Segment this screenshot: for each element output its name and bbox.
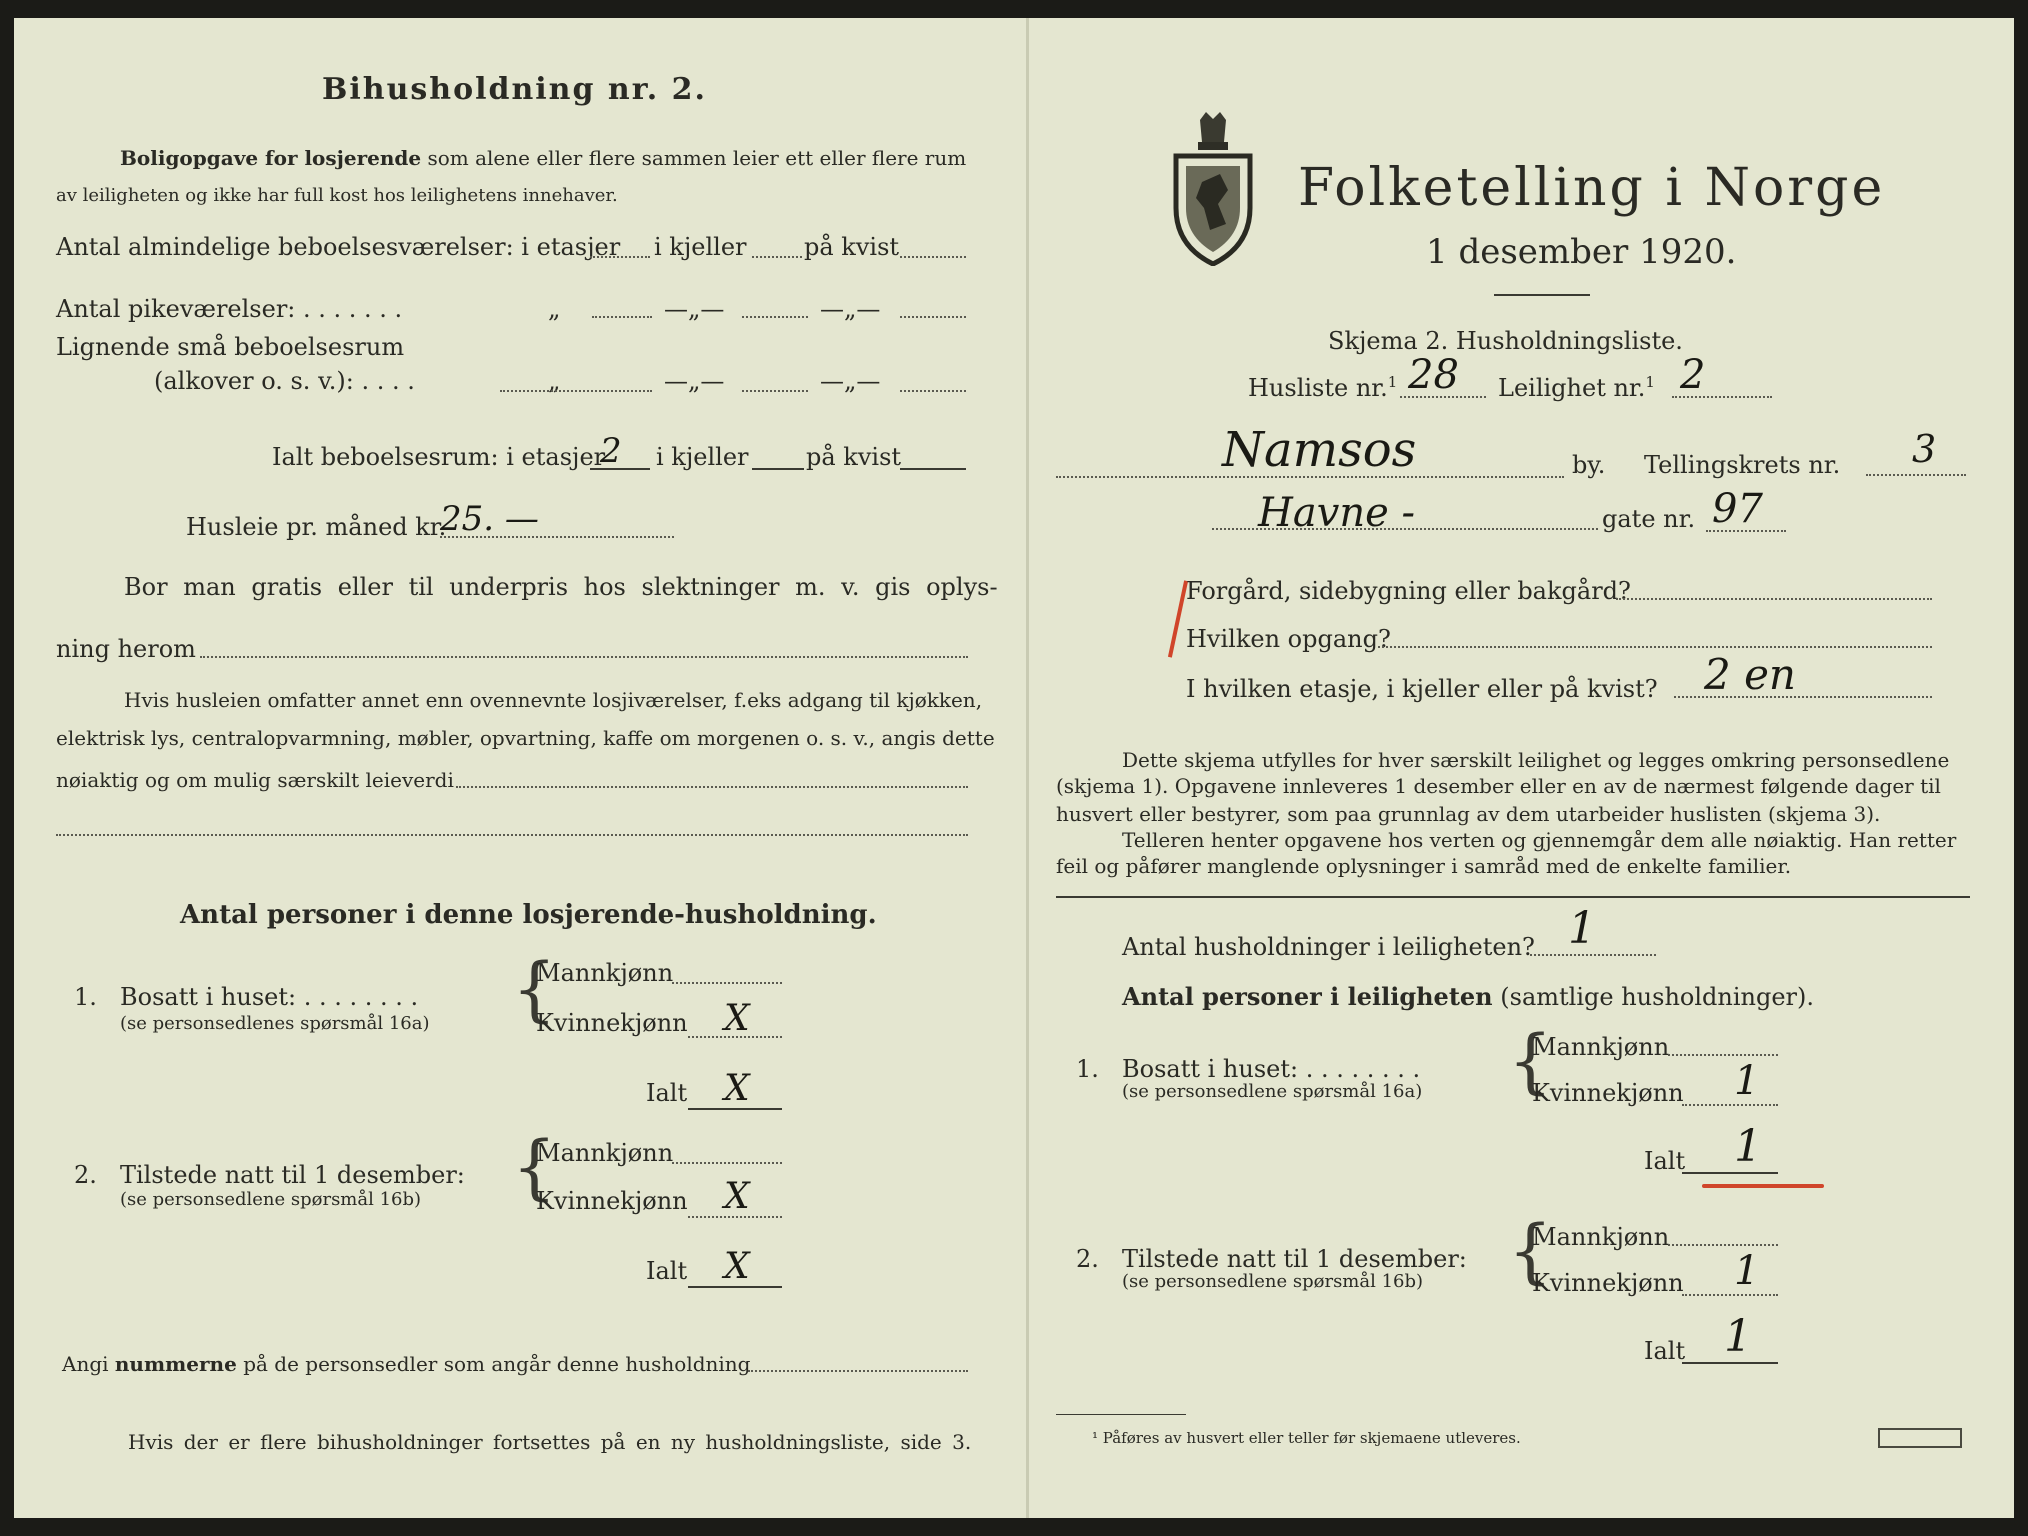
- left-q2-label: Tilstede natt til 1 desember:: [120, 1161, 465, 1189]
- free-text-2: ning herom: [56, 635, 196, 663]
- maid-attic-line[interactable]: [900, 316, 966, 318]
- maid-cellar-line[interactable]: [742, 316, 808, 318]
- free-text-line[interactable]: [200, 656, 968, 658]
- red-pencil-underline: [1702, 1184, 1824, 1188]
- total-attic-line[interactable]: [900, 468, 966, 470]
- town-line[interactable]: [1056, 476, 1564, 478]
- apartment-line[interactable]: [1672, 396, 1772, 398]
- left-q1-male-label: Mannkjønn: [536, 959, 674, 987]
- rent-value: 25. —: [440, 499, 539, 539]
- right-q2-female-line[interactable]: [1682, 1294, 1778, 1296]
- numbers-line[interactable]: [748, 1370, 968, 1372]
- apartment-sup: 1: [1645, 373, 1655, 391]
- left-q2-total-label: Ialt: [646, 1257, 688, 1285]
- left-q1-total-line[interactable]: [688, 1108, 782, 1110]
- intro-rest: som alene eller flere sammen leier ett eller flere rum: [427, 146, 967, 170]
- small-ditto-1: „: [548, 367, 561, 395]
- households-line[interactable]: [1530, 954, 1656, 956]
- left-q2-female-line[interactable]: [688, 1216, 782, 1218]
- right-q1-total-label: Ialt: [1644, 1147, 1686, 1175]
- street-value: Havne -: [1258, 490, 1415, 536]
- district-line[interactable]: [1866, 474, 1966, 476]
- page-fold: [1026, 18, 1029, 1518]
- rooms-cellar: i kjeller: [654, 233, 747, 261]
- left-q2-female-label: Kvinnekjønn: [536, 1187, 688, 1215]
- house-list-sup: 1: [1387, 373, 1398, 391]
- left-q1-female-value: X: [724, 998, 750, 1039]
- right-q1-ref: (se personsedlene spørsmål 16a): [1122, 1081, 1423, 1102]
- maid-ditto-2: —„—: [664, 295, 725, 323]
- q-yard-line[interactable]: [1616, 598, 1932, 600]
- right-date: 1 desember 1920.: [1426, 232, 1737, 272]
- right-q2-brace: {: [1508, 1210, 1553, 1292]
- left-persons-heading: Antal personer i denne losjerende-husholdning.: [180, 900, 877, 930]
- info-2: (skjema 1). Opgavene innleveres 1 desember eller en av de nærmest følgende dager til: [1056, 774, 1941, 798]
- right-persons-heading-bold: Antal personer i leiligheten: [1122, 982, 1493, 1011]
- total-rooms-value: 2: [600, 431, 622, 471]
- right-q1-label: Bosatt i huset: . . . . . . . .: [1122, 1055, 1421, 1083]
- right-title: Folketelling i Norge: [1298, 158, 1886, 218]
- apartment-label: Leilighet nr.: [1498, 374, 1646, 402]
- right-q1-female-line[interactable]: [1682, 1104, 1778, 1106]
- apartment-value: 2: [1680, 352, 1706, 398]
- rooms-cellar-line[interactable]: [752, 256, 802, 258]
- house-list-label: Husliste nr.: [1248, 374, 1388, 402]
- extras-line-2[interactable]: [56, 834, 968, 836]
- left-q1-total-value: X: [724, 1068, 750, 1109]
- right-q1-num: 1.: [1076, 1055, 1099, 1083]
- info-rule: [1056, 896, 1970, 898]
- left-q1-brace: {: [512, 948, 557, 1030]
- district-label: Tellingskrets nr.: [1644, 451, 1841, 479]
- right-q2-label: Tilstede natt til 1 desember:: [1122, 1245, 1467, 1273]
- left-q1-female-label: Kvinnekjønn: [536, 1009, 688, 1037]
- extras-3: nøiaktig og om mulig særskilt leieverdi: [56, 768, 454, 792]
- q-entrance: Hvilken opgang?: [1186, 625, 1391, 653]
- total-etasjer-line[interactable]: [590, 468, 650, 470]
- street-line[interactable]: [1212, 528, 1598, 530]
- right-q1-male-line[interactable]: [1668, 1054, 1778, 1056]
- left-q2-female-value: X: [724, 1176, 750, 1217]
- right-q1-brace: {: [1508, 1020, 1553, 1102]
- free-text-1: Bor man gratis eller til underpris hos slektninger m. v. gis oplys-: [124, 573, 998, 601]
- intro-line2: av leiligheten og ikke har full kost hos leilighetens innehaver.: [56, 185, 618, 206]
- right-q2-total-value: 1: [1724, 1311, 1752, 1362]
- title-rule: [1494, 294, 1590, 296]
- right-q2-total-label: Ialt: [1644, 1337, 1686, 1365]
- rooms-attic: på kvist: [804, 233, 900, 261]
- q-floor: I hvilken etasje, i kjeller eller på kvist?: [1186, 675, 1658, 703]
- right-persons-heading-rest: (samtlige husholdninger).: [1500, 983, 1815, 1011]
- house-list-line[interactable]: [1400, 396, 1486, 398]
- left-q2-total-line[interactable]: [688, 1286, 782, 1288]
- right-footnote: ¹ Påføres av husvert eller teller før skjemaene utleveres.: [1092, 1429, 1521, 1447]
- right-q2-male-line[interactable]: [1668, 1244, 1778, 1246]
- left-q1-total-label: Ialt: [646, 1079, 688, 1107]
- maid-ditto-1: „: [548, 295, 561, 323]
- rooms-label: Antal almindelige beboelsesværelser: i etasjer: [56, 233, 621, 261]
- right-q2-num: 2.: [1076, 1245, 1099, 1273]
- rooms-attic-line[interactable]: [900, 256, 966, 258]
- left-title: Bihusholdning nr. 2.: [322, 72, 707, 107]
- printer-stamp: [1878, 1428, 1962, 1448]
- right-q1-male-label: Mannkjønn: [1532, 1033, 1670, 1061]
- town-value: Namsos: [1222, 422, 1417, 478]
- small-cellar-line[interactable]: [742, 390, 808, 392]
- street-number-value: 97: [1712, 486, 1763, 532]
- schema-label: Skjema 2. Husholdningsliste.: [1328, 327, 1683, 355]
- small-etasjer-line[interactable]: [500, 390, 652, 392]
- q-floor-line[interactable]: [1674, 696, 1932, 698]
- q-entrance-line[interactable]: [1378, 646, 1932, 648]
- town-suffix: by.: [1572, 451, 1606, 479]
- rent-line[interactable]: [440, 536, 674, 538]
- district-value: 3: [1912, 427, 1937, 471]
- left-q2-male-label: Mannkjønn: [536, 1139, 674, 1167]
- street-label: gate nr.: [1602, 505, 1696, 533]
- small-attic-line[interactable]: [900, 390, 966, 392]
- numbers-pre: Angi: [62, 1352, 109, 1376]
- rent-label: Husleie pr. måned kr.: [186, 513, 447, 541]
- total-rooms-label: Ialt beboelsesrum: i etasjer: [272, 443, 606, 471]
- right-q1-female-label: Kvinnekjønn: [1532, 1079, 1684, 1107]
- right-q2-female-label: Kvinnekjønn: [1532, 1269, 1684, 1297]
- households-label: Antal husholdninger i leiligheten?: [1122, 933, 1535, 961]
- right-q2-total-line[interactable]: [1682, 1362, 1778, 1364]
- street-number-line[interactable]: [1706, 530, 1786, 532]
- rooms-etasjer-line[interactable]: [590, 256, 650, 258]
- left-q1-male-line[interactable]: [672, 982, 782, 984]
- left-q2-total-value: X: [724, 1246, 750, 1287]
- small-rooms-label-1: Lignende små beboelsesrum: [56, 333, 405, 361]
- small-ditto-3: —„—: [820, 367, 881, 395]
- info-1: Dette skjema utfylles for hver særskilt leilighet og legges omkring personsedlene: [1122, 748, 1950, 772]
- left-q1-num: 1.: [74, 983, 97, 1011]
- q-yard: Forgård, sidebygning eller bakgård?: [1186, 577, 1631, 605]
- right-q2-male-label: Mannkjønn: [1532, 1223, 1670, 1251]
- floor-value: 2 en: [1704, 650, 1796, 699]
- maid-etasjer-line[interactable]: [592, 316, 652, 318]
- total-cellar: i kjeller: [656, 443, 749, 471]
- right-q1-total-value: 1: [1734, 1121, 1762, 1172]
- coat-of-arms-icon: [1168, 112, 1258, 266]
- footnote-rule: [1056, 1414, 1186, 1415]
- small-ditto-2: —„—: [664, 367, 725, 395]
- households-value: 1: [1568, 903, 1596, 954]
- extras-1: Hvis husleien omfatter annet enn ovennevnte losjiværelser, f.eks adgang til kjøkken,: [124, 688, 983, 712]
- right-q2-female-value: 1: [1734, 1248, 1760, 1294]
- left-q2-ref: (se personsedlene spørsmål 16b): [120, 1189, 422, 1210]
- extras-line-1[interactable]: [456, 786, 968, 788]
- left-q2-brace: {: [512, 1126, 557, 1208]
- left-q1-ref: (se personsedlenes spørsmål 16a): [120, 1013, 430, 1034]
- numbers-bold: nummerne: [114, 1352, 237, 1376]
- total-attic: på kvist: [806, 443, 902, 471]
- total-cellar-line[interactable]: [752, 468, 804, 470]
- maid-ditto-3: —„—: [820, 295, 881, 323]
- right-q1-total-line[interactable]: [1682, 1172, 1778, 1174]
- left-footer: Hvis der er flere bihusholdninger fortsettes på en ny husholdningsliste, side 3.: [128, 1430, 972, 1454]
- intro-bold: Boligopgave for losjerende: [120, 146, 422, 170]
- numbers-post: på de personsedler som angår denne husholdning: [243, 1352, 751, 1376]
- left-q1-label: Bosatt i huset: . . . . . . . .: [120, 983, 419, 1011]
- small-rooms-label-2: (alkover o. s. v.): . . . .: [154, 367, 415, 395]
- left-q2-male-line[interactable]: [672, 1162, 782, 1164]
- right-q1-female-value: 1: [1734, 1058, 1760, 1104]
- info-3: husvert eller bestyrer, som paa grunnlag av dem utarbeider huslisten (skjema 3).: [1056, 802, 1881, 826]
- info-4: Telleren henter opgavene hos verten og gjennemgår dem alle nøiaktig. Han retter: [1122, 828, 1957, 852]
- house-list-value: 28: [1408, 352, 1459, 398]
- left-q2-num: 2.: [74, 1161, 97, 1189]
- info-5: feil og påfører manglende oplysninger i samråd med de enkelte familier.: [1056, 854, 1792, 878]
- left-q1-female-line[interactable]: [688, 1036, 782, 1038]
- maid-rooms-label: Antal pikeværelser: . . . . . . .: [56, 295, 403, 323]
- right-q2-ref: (se personsedlene spørsmål 16b): [1122, 1271, 1424, 1292]
- extras-2: elektrisk lys, centralopvarmning, møbler, opvartning, kaffe om morgenen o. s. v., angis dette: [56, 726, 995, 750]
